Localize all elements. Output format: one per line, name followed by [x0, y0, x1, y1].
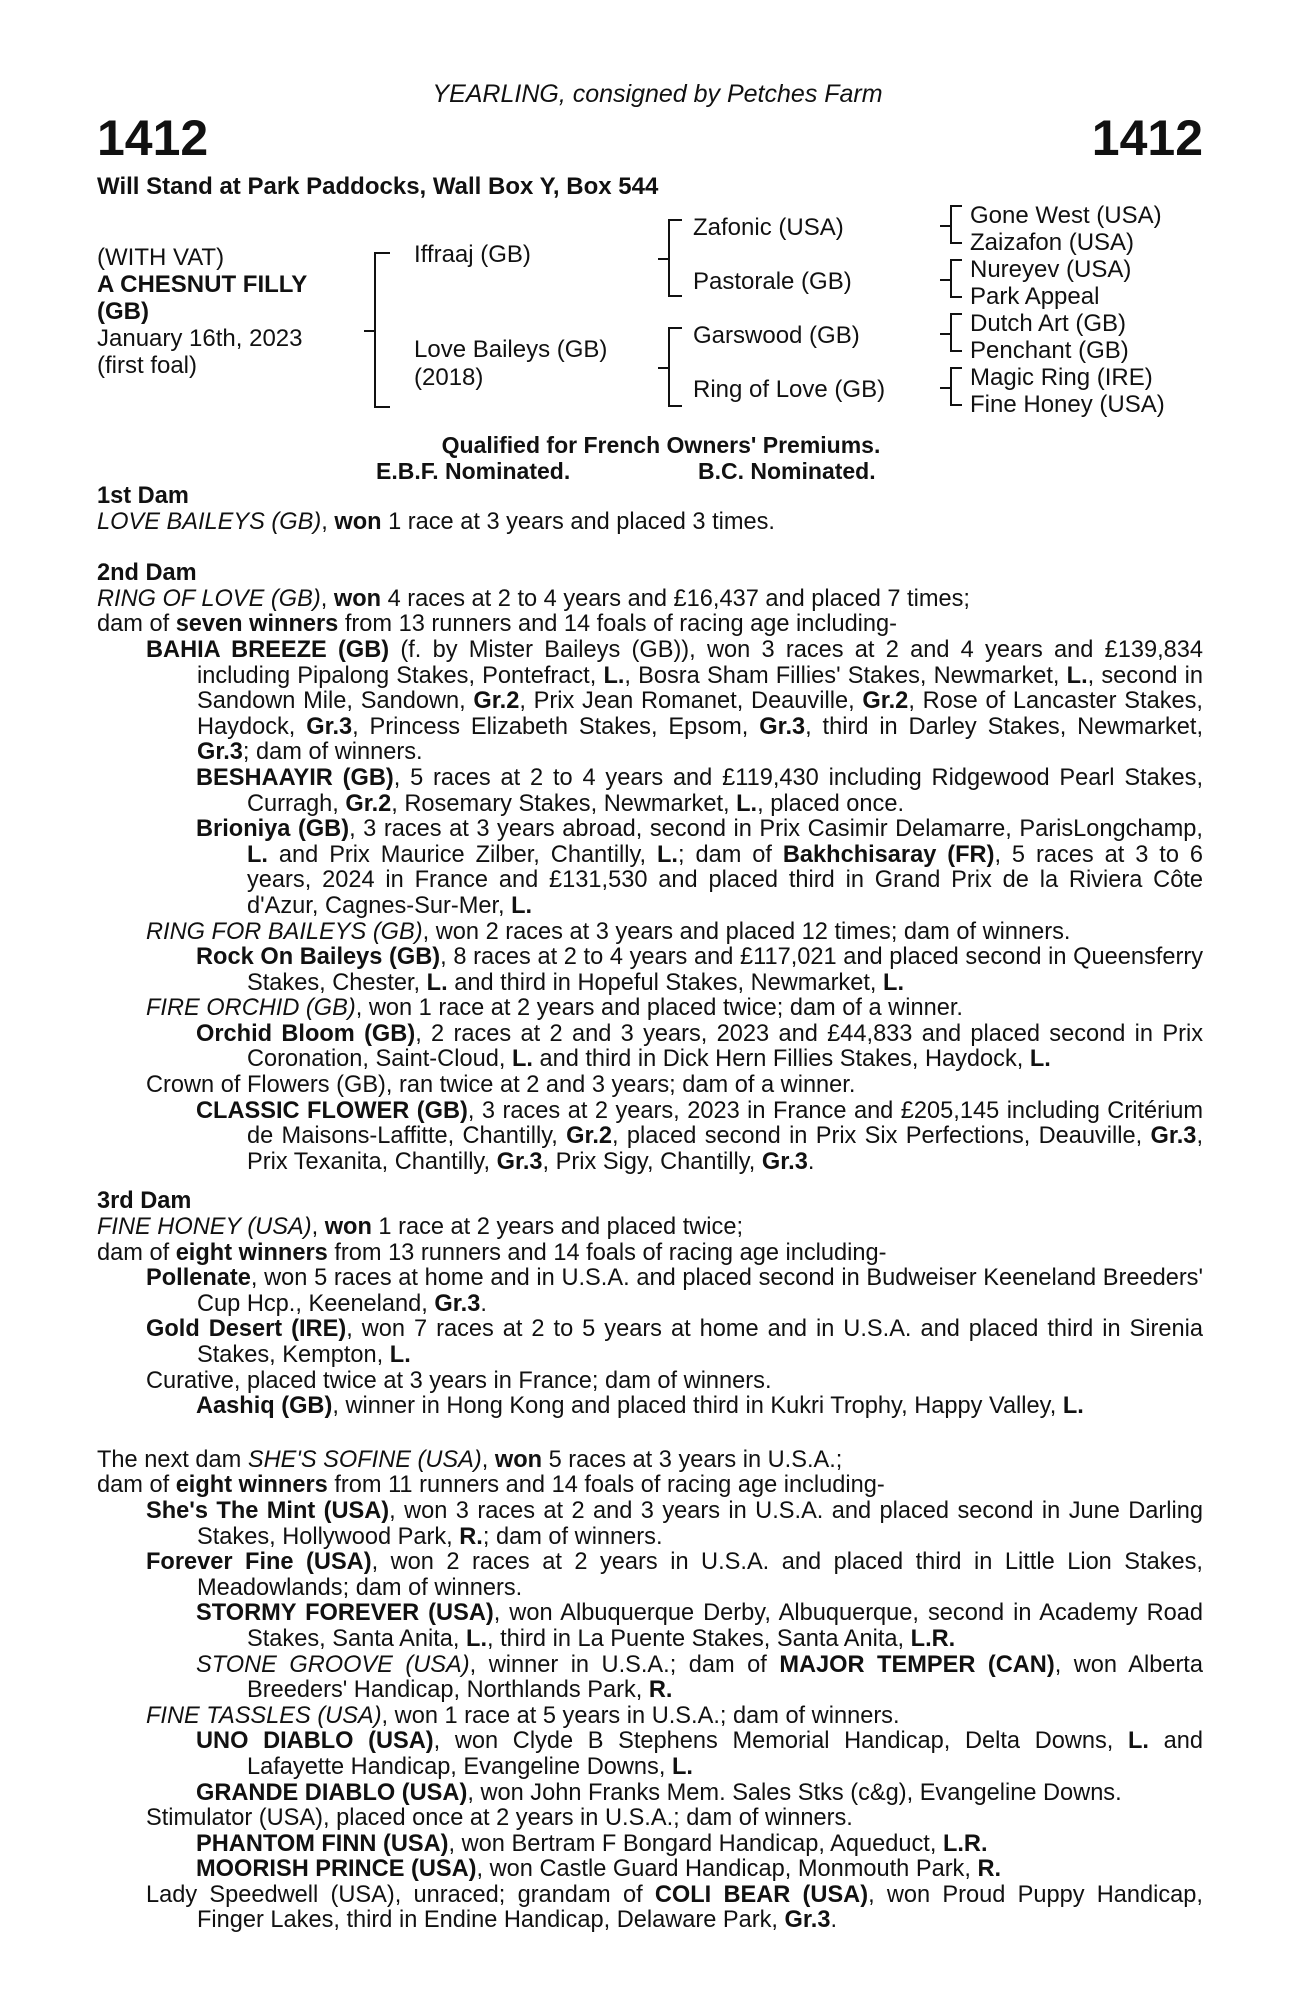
pedigree-brace-sire	[668, 219, 682, 297]
record-paragraph: FINE HONEY (USA), won 1 race at 2 years and placed twice;	[97, 1214, 744, 1241]
record-paragraph: PHANTOM FINN (USA), won Bertram F Bongard Handicap, Aqueduct, L.R.	[196, 1830, 988, 1857]
record-paragraph: Orchid Bloom (GB), 2 races at 2 and 3 years, 2023 and £44,833 and placed second in Prix Coronation, Saint-Cloud, L. and third in Dick Hern Fillies Stakes, Haydock, L.	[196, 1020, 1203, 1073]
record-paragraph: LOVE BAILEYS (GB), won 1 race at 3 years and placed 3 times.	[97, 508, 775, 535]
stand-location: Will Stand at Park Paddocks, Wall Box Y, Box 544	[97, 173, 659, 200]
record-paragraph: Brioniya (GB), 3 races at 3 years abroad, second in Prix Casimir Delamarre, ParisLongchamp, L. and Prix Maurice Zilber, Chantilly, L.; dam of Bakhchisaray (FR), 5 races at 3 to 6 years, 2024 in France and £131,530 and placed third in Grand Prix de la Riviera Côte d'Azur, Cagnes-Sur-Mer, L.	[196, 816, 1203, 919]
record-paragraph: Gold Desert (IRE), won 7 races at 2 to 5 years at home and in U.S.A. and placed third in Sirenia Stakes, Kempton, L.	[146, 1316, 1203, 1368]
vat-note: (WITH VAT)	[97, 244, 225, 271]
record-paragraph: dam of eight winners from 13 runners and 14 foals of racing age including-	[97, 1239, 887, 1266]
record-paragraph: Stimulator (USA), placed once at 2 years in U.S.A.; dam of winners.	[146, 1805, 853, 1832]
sire-sire-dam: Zaizafon (USA)	[970, 229, 1135, 256]
pedigree-table	[0, 0, 1315, 430]
record-paragraph: FINE TASSLES (USA), won 1 race at 5 years in U.S.A.; dam of winners.	[146, 1702, 900, 1729]
ebf-nominated: E.B.F. Nominated.	[376, 458, 571, 484]
record-paragraph: Pollenate, won 5 races at home and in U.S.A. and placed second in Budweiser Keeneland Breeders' Cup Hcp., Keeneland, Gr.3.	[146, 1265, 1203, 1317]
qualifications	[376, 432, 946, 484]
record-paragraph: GRANDE DIABLO (USA), won John Franks Mem. Sales Stks (c&g), Evangeline Downs.	[196, 1779, 1122, 1806]
record-paragraph: Aashiq (GB), winner in Hong Kong and placed third in Kukri Trophy, Happy Valley, L.	[196, 1393, 1084, 1420]
pedigree-brace-sd	[950, 259, 962, 298]
dam-section	[97, 561, 1203, 1175]
record-paragraph: RING FOR BAILEYS (GB), won 2 races at 3 years and placed 12 times; dam of winners.	[146, 918, 1071, 945]
dam-section	[97, 1189, 1203, 1419]
dam-dam-sire: Magic Ring (IRE)	[970, 364, 1153, 391]
record-paragraph: The next dam SHE'S SOFINE (USA), won 5 races at 3 years in U.S.A.;	[97, 1446, 843, 1473]
dam-sire-dam: Penchant (GB)	[970, 337, 1129, 364]
lot-number-right: 1412	[1091, 110, 1203, 166]
sire: Iffraaj (GB)	[414, 241, 531, 268]
record-paragraph: Curative, placed twice at 3 years in France; dam of winners.	[146, 1367, 772, 1394]
record-paragraph: Forever Fine (USA), won 2 races at 2 years in U.S.A. and placed third in Little Lion Stakes, Meadowlands; dam of winners.	[146, 1549, 1203, 1601]
horse-name: A CHESNUT FILLY	[97, 271, 308, 298]
record-paragraph: RING OF LOVE (GB), won 4 races at 2 to 4 years and £16,437 and placed 7 times;	[97, 585, 970, 612]
sire-of-sire: Zafonic (USA)	[693, 214, 844, 241]
foaling-date: January 16th, 2023	[97, 325, 303, 352]
record-paragraph: Lady Speedwell (USA), unraced; grandam of COLI BEAR (USA), won Proud Puppy Handicap, Finger Lakes, third in Endine Handicap, Delaware Park, Gr.3.	[146, 1881, 1203, 1934]
record-paragraph: BAHIA BREEZE (GB) (f. by Mister Baileys (GB)), won 3 races at 2 and 4 years and £139,834 including Pipalong Stakes, Pontefract, L., Bosra Sham Fillies' Stakes, Newmarket, L., second in Sandown Mile, Sandown, Gr.2, Prix Jean Romanet, Deauville, Gr.2, Rose of Lancaster Stakes, Haydock, Gr.3, Princess Elizabeth Stakes, Epsom, Gr.3, third in Darley Stakes, Newmarket, Gr.3; dam of winners.	[146, 636, 1203, 766]
pedigree-brace-ss	[950, 205, 962, 244]
consignment-line: YEARLING, consigned by Petches Farm	[432, 80, 883, 108]
record-paragraph: STONE GROOVE (USA), winner in U.S.A.; dam of MAJOR TEMPER (CAN), won Alberta Breeders' Handicap, Northlands Park, R.	[196, 1651, 1203, 1704]
dam-sire-sire: Dutch Art (GB)	[970, 310, 1127, 337]
sire-of-dam: Garswood (GB)	[693, 322, 860, 349]
record-paragraph: Rock On Baileys (GB), 8 races at 2 to 4 years and £117,021 and placed second in Queensferry Stakes, Chester, L. and third in Hopeful Stakes, Newmarket, L.	[196, 944, 1203, 996]
pedigree-brace-dam	[668, 327, 682, 407]
section-heading: 1st Dam	[97, 483, 189, 509]
pedigree-brace-dd	[950, 367, 962, 406]
dam-dam-dam: Fine Honey (USA)	[970, 391, 1165, 418]
dam-name: Love Baileys (GB)	[414, 336, 608, 363]
record-paragraph: STORMY FOREVER (USA), won Albuquerque Derby, Albuquerque, second in Academy Road Stakes, Santa Anita, L., third in La Puente Stakes, Santa Anita, L.R.	[196, 1600, 1203, 1652]
record-paragraph: dam of eight winners from 11 runners and 14 foals of racing age including-	[97, 1472, 885, 1499]
record-paragraph: CLASSIC FLOWER (GB), 3 races at 2 years, 2023 in France and £205,145 including Critérium de Maisons-Laffitte, Chantilly, Gr.2, placed second in Prix Six Perfections, Deauville, Gr.3, Prix Texanita, Chantilly, Gr.3, Prix Sigy, Chantilly, Gr.3.	[196, 1097, 1203, 1175]
dam-section	[97, 1448, 1203, 1934]
dam-section	[97, 484, 1203, 535]
sire-dam-dam: Park Appeal	[970, 283, 1100, 310]
section-heading: 2nd Dam	[97, 560, 197, 587]
record-paragraph: Crown of Flowers (GB), ran twice at 2 and 3 years; dam of a winner.	[146, 1072, 856, 1099]
french-premiums: Qualified for French Owners' Premiums.	[441, 432, 881, 458]
horse-country: (GB)	[97, 298, 149, 325]
dam-of-dam: Ring of Love (GB)	[693, 376, 886, 403]
section-heading: 3rd Dam	[97, 1188, 192, 1215]
foal-note: (first foal)	[97, 352, 198, 379]
pedigree-brace-main	[374, 252, 390, 408]
dam-year: (2018)	[414, 364, 484, 391]
record-paragraph: BESHAAYIR (GB), 5 races at 2 to 4 years and £119,430 including Ridgewood Pearl Stakes, Curragh, Gr.2, Rosemary Stakes, Newmarket, L., placed once.	[196, 764, 1203, 817]
sire-sire-sire: Gone West (USA)	[970, 202, 1162, 229]
pedigree-brace-ds	[950, 313, 962, 352]
record-paragraph: dam of seven winners from 13 runners and 14 foals of racing age including-	[97, 611, 898, 638]
record-paragraph: UNO DIABLO (USA), won Clyde B Stephens Memorial Handicap, Delta Downs, L. and Lafayette Handicap, Evangeline Downs, L.	[196, 1728, 1203, 1780]
record-paragraph: FIRE ORCHID (GB), won 1 race at 2 years and placed twice; dam of a winner.	[146, 995, 963, 1022]
produce-record	[97, 484, 1203, 1934]
dam-of-sire: Pastorale (GB)	[693, 268, 852, 295]
bc-nominated: B.C. Nominated.	[698, 458, 876, 484]
record-paragraph: MOORISH PRINCE (USA), won Castle Guard Handicap, Monmouth Park, R.	[196, 1856, 1002, 1883]
sire-dam-sire: Nureyev (USA)	[970, 256, 1132, 283]
lot-number-left: 1412	[97, 110, 209, 166]
record-paragraph: She's The Mint (USA), won 3 races at 2 and 3 years in U.S.A. and placed second in June Darling Stakes, Hollywood Park, R.; dam of winners.	[146, 1497, 1204, 1550]
